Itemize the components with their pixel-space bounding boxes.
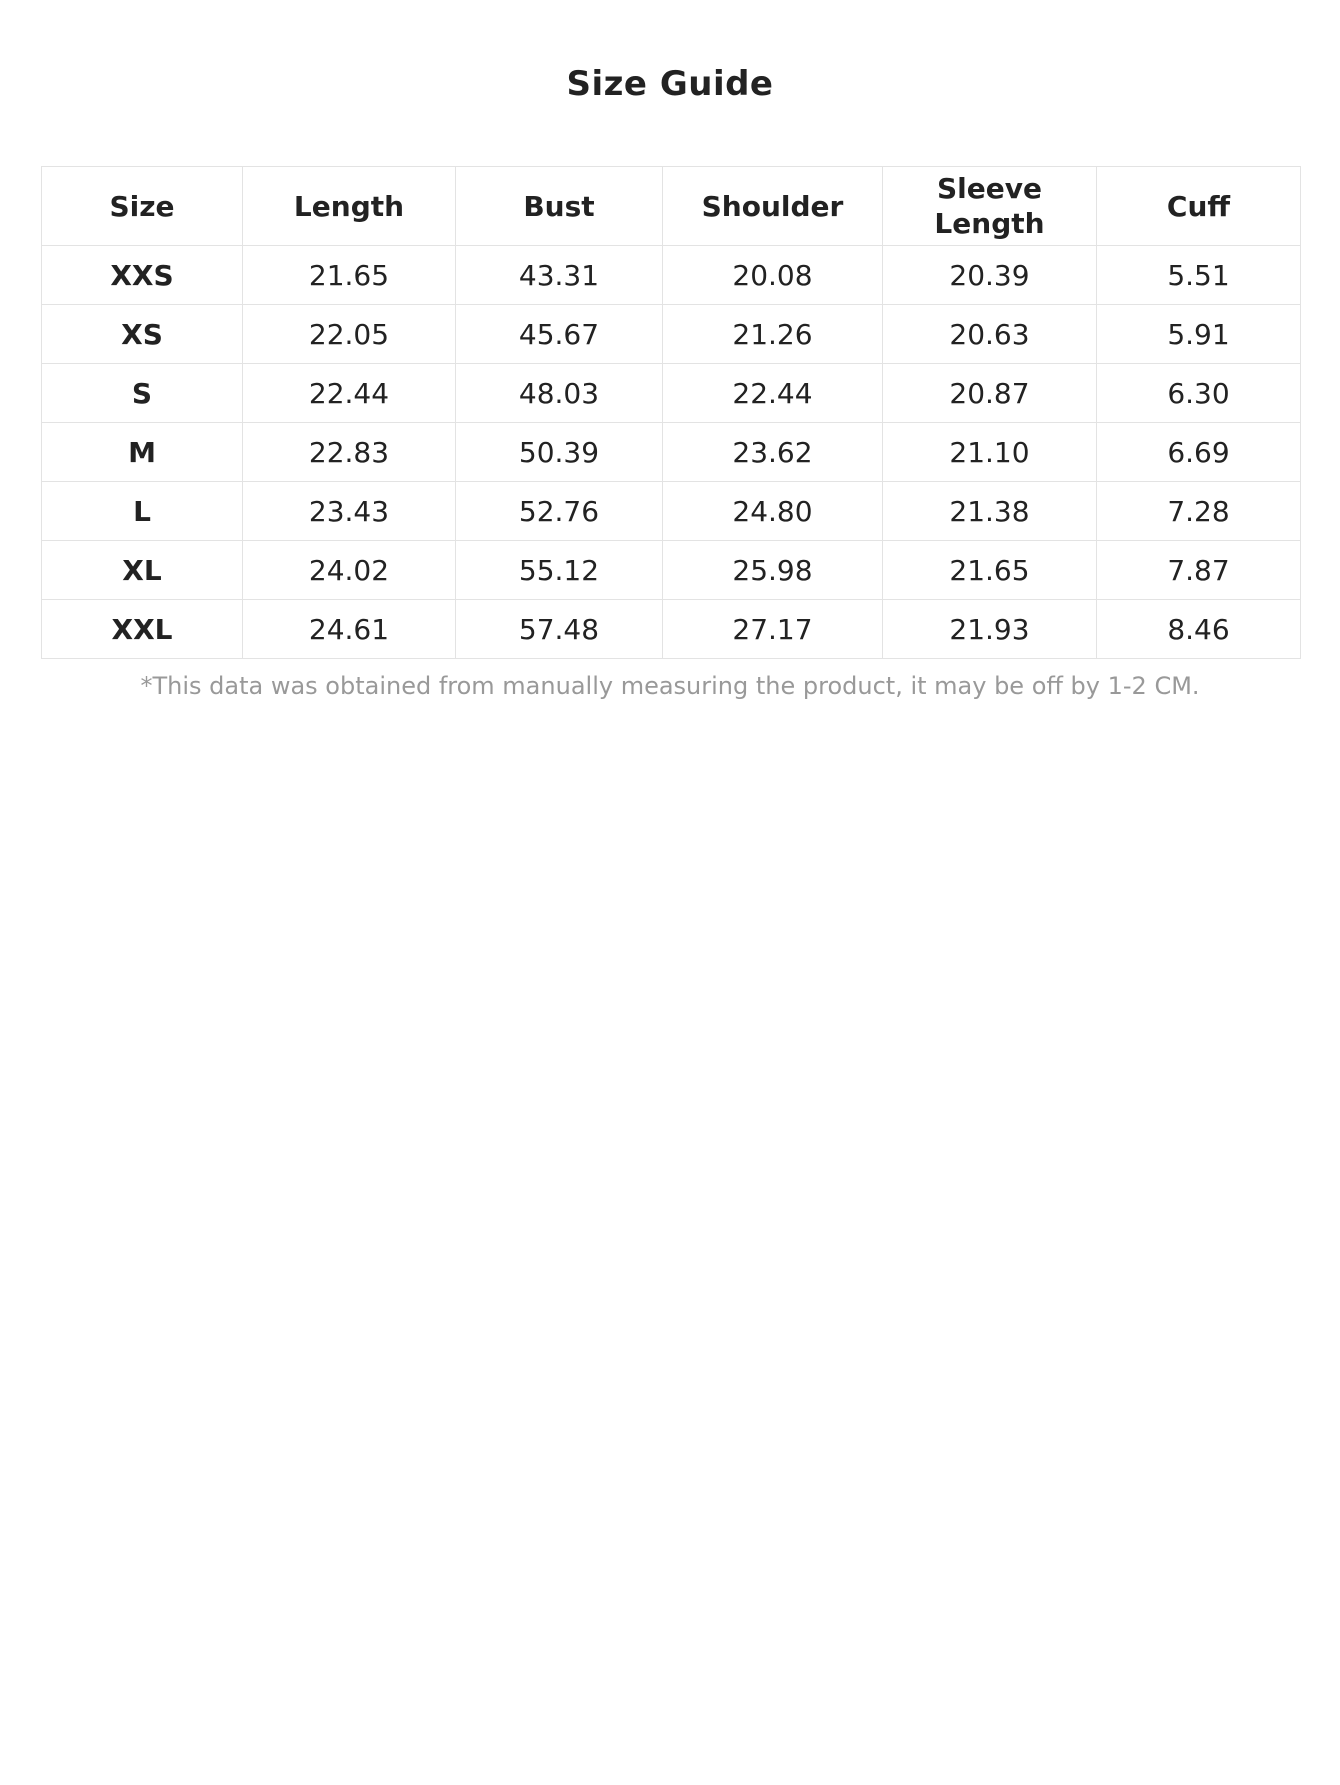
cuff-cell: 5.51 bbox=[1097, 246, 1301, 305]
shoulder-cell: 20.08 bbox=[663, 246, 883, 305]
size-cell: XXS bbox=[42, 246, 243, 305]
column-header-length: Length bbox=[243, 167, 456, 246]
bust-cell: 55.12 bbox=[456, 541, 663, 600]
column-header-bust: Bust bbox=[456, 167, 663, 246]
cuff-cell: 8.46 bbox=[1097, 600, 1301, 659]
bust-cell: 48.03 bbox=[456, 364, 663, 423]
size-cell: M bbox=[42, 423, 243, 482]
cuff-cell: 5.91 bbox=[1097, 305, 1301, 364]
shoulder-cell: 23.62 bbox=[663, 423, 883, 482]
sleeve-length-cell: 20.63 bbox=[883, 305, 1097, 364]
cuff-cell: 7.87 bbox=[1097, 541, 1301, 600]
length-cell: 22.05 bbox=[243, 305, 456, 364]
table-row bbox=[42, 482, 1301, 541]
length-cell: 22.83 bbox=[243, 423, 456, 482]
table-row bbox=[42, 305, 1301, 364]
length-cell: 24.61 bbox=[243, 600, 456, 659]
table-row bbox=[42, 364, 1301, 423]
table-row bbox=[42, 541, 1301, 600]
column-header-cuff: Cuff bbox=[1097, 167, 1301, 246]
table-header-row bbox=[42, 167, 1301, 246]
shoulder-cell: 27.17 bbox=[663, 600, 883, 659]
sleeve-length-cell: 21.93 bbox=[883, 600, 1097, 659]
shoulder-cell: 22.44 bbox=[663, 364, 883, 423]
table-row bbox=[42, 246, 1301, 305]
shoulder-cell: 24.80 bbox=[663, 482, 883, 541]
bust-cell: 57.48 bbox=[456, 600, 663, 659]
page-title: Size Guide bbox=[566, 64, 774, 104]
column-header-size: Size bbox=[42, 167, 243, 246]
size-cell: XL bbox=[42, 541, 243, 600]
bust-cell: 43.31 bbox=[456, 246, 663, 305]
sleeve-length-cell: 21.65 bbox=[883, 541, 1097, 600]
bust-cell: 50.39 bbox=[456, 423, 663, 482]
bust-cell: 45.67 bbox=[456, 305, 663, 364]
size-cell: XXL bbox=[42, 600, 243, 659]
sleeve-length-cell: 21.38 bbox=[883, 482, 1097, 541]
size-cell: XS bbox=[42, 305, 243, 364]
shoulder-cell: 21.26 bbox=[663, 305, 883, 364]
length-cell: 24.02 bbox=[243, 541, 456, 600]
cuff-cell: 6.30 bbox=[1097, 364, 1301, 423]
length-cell: 21.65 bbox=[243, 246, 456, 305]
table-row bbox=[42, 600, 1301, 659]
length-cell: 23.43 bbox=[243, 482, 456, 541]
sleeve-length-cell: 21.10 bbox=[883, 423, 1097, 482]
size-guide-table bbox=[41, 166, 1301, 659]
column-header-shoulder: Shoulder bbox=[663, 167, 883, 246]
sleeve-length-cell: 20.87 bbox=[883, 364, 1097, 423]
length-cell: 22.44 bbox=[243, 364, 456, 423]
cuff-cell: 7.28 bbox=[1097, 482, 1301, 541]
measurement-disclaimer: *This data was obtained from manually measuring the product, it may be off by 1-2 CM. bbox=[140, 672, 1200, 700]
shoulder-cell: 25.98 bbox=[663, 541, 883, 600]
table-row bbox=[42, 423, 1301, 482]
size-cell: S bbox=[42, 364, 243, 423]
bust-cell: 52.76 bbox=[456, 482, 663, 541]
column-header-sleeve-length: Sleeve Length bbox=[883, 167, 1097, 246]
size-cell: L bbox=[42, 482, 243, 541]
cuff-cell: 6.69 bbox=[1097, 423, 1301, 482]
sleeve-length-cell: 20.39 bbox=[883, 246, 1097, 305]
